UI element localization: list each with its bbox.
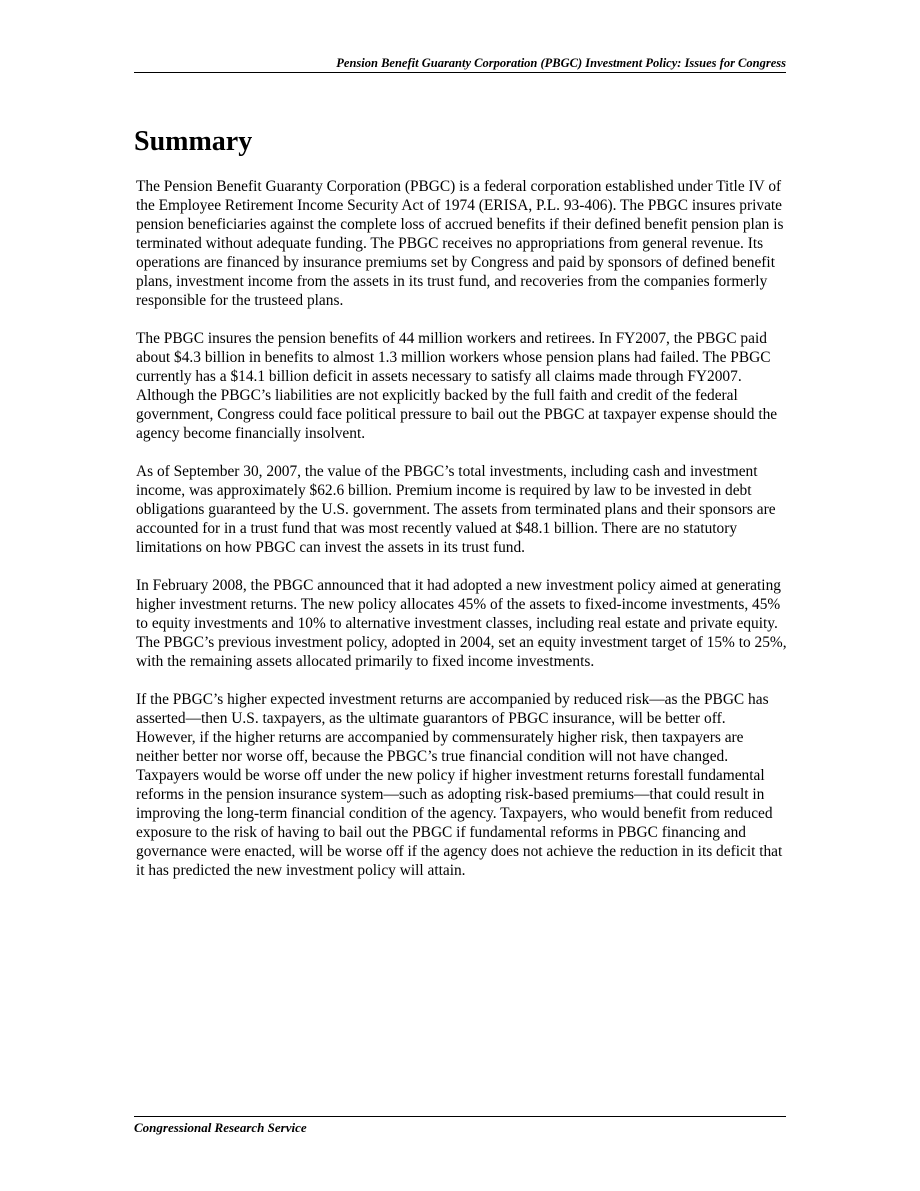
page-title: Summary (134, 126, 253, 157)
paragraph-taxpayer-impact: If the PBGC’s higher expected investment returns are accompanied by reduced risk—as the PBGC has asserted—then U.S. taxpayers, as the ultimate guarantors of PBGC insurance, will be better off. However, if the higher returns are accompanied by commensurately higher risk, then taxpayers are neither better nor worse off, because the PBGC’s true financial condition will not have changed. Taxpayers would be worse off under the new policy if higher investment returns forestall fundamental reforms in the pension insurance system—such as adopting risk-based premiums—that could result in improving the long-term financial condition of the agency. Taxpayers, who would benefit from reduced exposure to the risk of having to bail out the PBGC if fundamental reforms in PBGC financing and governance were enacted, will be worse off if the agency does not achieve the reduction in its deficit that it has predicted the new investment policy will attain. (136, 691, 783, 879)
paragraph-insured-benefits: The PBGC insures the pension benefits of 44 million workers and retirees. In FY2007, the PBGC paid about $4.3 billion in benefits to almost 1.3 million workers whose pension plans had failed. The PBGC currently has a $14.1 billion deficit in assets necessary to satisfy all claims made through FY2007. Although the PBGC’s liabilities are not explicitly backed by the full faith and credit of the federal government, Congress could face political pressure to bail out the PBGC at taxpayer expense should the agency become financially insolvent. (136, 330, 778, 442)
summary-body (136, 177, 788, 899)
paragraph-new-policy: In February 2008, the PBGC announced that it had adopted a new investment policy aimed at generating higher investment returns. The new policy allocates 45% of the assets to fixed-income investments, 45% to equity investments and 10% to alternative investment classes, including real estate and private equity. The PBGC’s previous investment policy, adopted in 2004, set an equity investment target of 15% to 25%, with the remaining assets allocated primarily to fixed income investments. (136, 577, 787, 670)
running-header: Pension Benefit Guaranty Corporation (PBGC) Investment Policy: Issues for Congress (336, 56, 786, 70)
header-rule (134, 72, 786, 73)
paragraph-pbgc-overview: The Pension Benefit Guaranty Corporation (PBGC) is a federal corporation established under Title IV of the Employee Retirement Income Security Act of 1974 (ERISA, P.L. 93-406). The PBGC insures private pension beneficiaries against the complete loss of accrued benefits if their defined benefit pension plan is terminated without adequate funding. The PBGC receives no appropriations from general revenue. Its operations are financed by insurance premiums set by Congress and paid by sponsors of defined benefit plans, investment income from the assets in its trust fund, and recoveries from the companies formerly responsible for the trusteed plans. (136, 178, 784, 309)
paragraph-investments: As of September 30, 2007, the value of the PBGC’s total investments, including cash and investment income, was approximately $62.6 billion. Premium income is required by law to be invested in debt obligations guaranteed by the U.S. government. The assets from terminated plans and their sponsors are accounted for in a trust fund that was most recently valued at $48.1 billion. There are no statutory limitations on how PBGC can invest the assets in its trust fund. (136, 463, 776, 556)
running-footer: Congressional Research Service (134, 1120, 307, 1135)
footer-rule (134, 1116, 786, 1117)
